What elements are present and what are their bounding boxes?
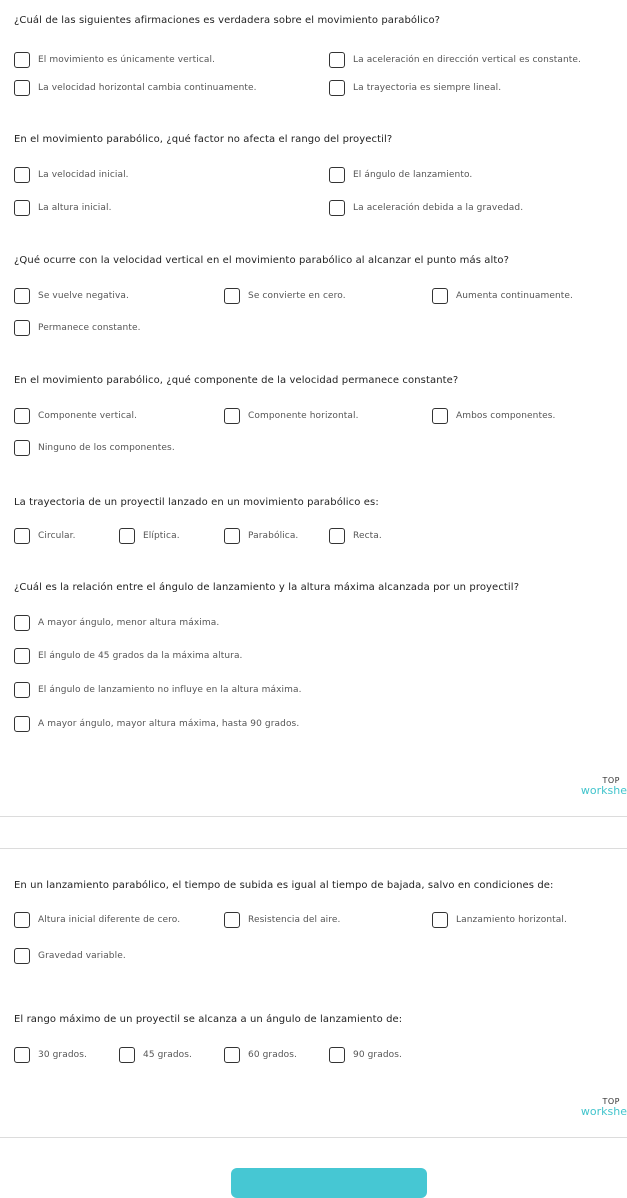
question-3: ¿Qué ocurre con la velocidad vertical en el movimiento parabólico al alcanzar el punto más alto? (14, 255, 510, 266)
checkbox[interactable] (14, 716, 30, 732)
checkbox[interactable] (329, 167, 345, 183)
checkbox[interactable] (224, 528, 240, 544)
checkbox[interactable] (14, 52, 30, 68)
option-2a[interactable]: La velocidad inicial. (14, 167, 129, 183)
brand-logo: TOP workshe (580, 776, 627, 797)
option-6b[interactable]: El ángulo de 45 grados da la máxima altura. (14, 648, 243, 664)
divider (0, 816, 627, 817)
option-2d[interactable]: La aceleración debida a la gravedad. (329, 200, 523, 216)
option-4b[interactable]: Componente horizontal. (224, 408, 359, 424)
checkbox[interactable] (14, 1047, 30, 1063)
checkbox[interactable] (14, 948, 30, 964)
option-1c[interactable]: La velocidad horizontal cambia continuamente. (14, 80, 257, 96)
option-6d[interactable]: A mayor ángulo, mayor altura máxima, hasta 90 grados. (14, 716, 299, 732)
checkbox[interactable] (224, 912, 240, 928)
option-7d[interactable]: Gravedad variable. (14, 948, 126, 964)
option-4a[interactable]: Componente vertical. (14, 408, 137, 424)
question-8: El rango máximo de un proyectil se alcanza a un ángulo de lanzamiento de: (14, 1014, 403, 1025)
checkbox[interactable] (224, 1047, 240, 1063)
option-4d[interactable]: Ninguno de los componentes. (14, 440, 175, 456)
divider (0, 1137, 627, 1138)
question-6: ¿Cuál es la relación entre el ángulo de lanzamiento y la altura máxima alcanzada por un proyectil? (14, 582, 520, 593)
option-5c[interactable]: Parabólica. (224, 528, 298, 544)
option-8c[interactable]: 60 grados. (224, 1047, 297, 1063)
option-6a[interactable]: A mayor ángulo, menor altura máxima. (14, 615, 219, 631)
option-5a[interactable]: Circular. (14, 528, 76, 544)
option-2b[interactable]: El ángulo de lanzamiento. (329, 167, 472, 183)
option-1a[interactable]: El movimiento es únicamente vertical. (14, 52, 215, 68)
option-6c[interactable]: El ángulo de lanzamiento no influye en la altura máxima. (14, 682, 302, 698)
checkbox[interactable] (14, 200, 30, 216)
checkbox[interactable] (119, 1047, 135, 1063)
option-4c[interactable]: Ambos componentes. (432, 408, 556, 424)
question-7: En un lanzamiento parabólico, el tiempo de subida es igual al tiempo de bajada, salvo en condiciones de: (14, 880, 554, 891)
option-3a[interactable]: Se vuelve negativa. (14, 288, 129, 304)
question-1: ¿Cuál de las siguientes afirmaciones es verdadera sobre el movimiento parabólico? (14, 15, 441, 26)
option-1d[interactable]: La trayectoria es siempre lineal. (329, 80, 501, 96)
option-8d[interactable]: 90 grados. (329, 1047, 402, 1063)
checkbox[interactable] (14, 615, 30, 631)
question-5: La trayectoria de un proyectil lanzado en un movimiento parabólico es: (14, 497, 379, 508)
checkbox[interactable] (432, 288, 448, 304)
question-2: En el movimiento parabólico, ¿qué factor no afecta el rango del proyectil? (14, 134, 393, 145)
submit-button[interactable] (231, 1168, 427, 1198)
checkbox[interactable] (14, 528, 30, 544)
checkbox[interactable] (329, 200, 345, 216)
checkbox[interactable] (329, 528, 345, 544)
checkbox[interactable] (432, 912, 448, 928)
option-3c[interactable]: Aumenta continuamente. (432, 288, 573, 304)
checkbox[interactable] (329, 80, 345, 96)
divider (0, 848, 627, 849)
question-4: En el movimiento parabólico, ¿qué componente de la velocidad permanece constante? (14, 375, 459, 386)
option-7c[interactable]: Lanzamiento horizontal. (432, 912, 567, 928)
checkbox[interactable] (14, 288, 30, 304)
checkbox[interactable] (14, 80, 30, 96)
checkbox[interactable] (329, 52, 345, 68)
option-7a[interactable]: Altura inicial diferente de cero. (14, 912, 180, 928)
brand-logo: TOP workshe (580, 1097, 627, 1118)
checkbox[interactable] (14, 167, 30, 183)
checkbox[interactable] (224, 288, 240, 304)
checkbox[interactable] (14, 440, 30, 456)
checkbox[interactable] (224, 408, 240, 424)
checkbox[interactable] (14, 320, 30, 336)
checkbox[interactable] (14, 408, 30, 424)
checkbox[interactable] (119, 528, 135, 544)
checkbox[interactable] (14, 682, 30, 698)
checkbox[interactable] (14, 648, 30, 664)
option-8a[interactable]: 30 grados. (14, 1047, 87, 1063)
checkbox[interactable] (329, 1047, 345, 1063)
option-3d[interactable]: Permanece constante. (14, 320, 141, 336)
option-8b[interactable]: 45 grados. (119, 1047, 192, 1063)
option-5b[interactable]: Elíptica. (119, 528, 180, 544)
option-1b[interactable]: La aceleración en dirección vertical es constante. (329, 52, 581, 68)
option-3b[interactable]: Se convierte en cero. (224, 288, 346, 304)
option-7b[interactable]: Resistencia del aire. (224, 912, 341, 928)
checkbox[interactable] (14, 912, 30, 928)
option-2c[interactable]: La altura inicial. (14, 200, 112, 216)
checkbox[interactable] (432, 408, 448, 424)
option-5d[interactable]: Recta. (329, 528, 382, 544)
